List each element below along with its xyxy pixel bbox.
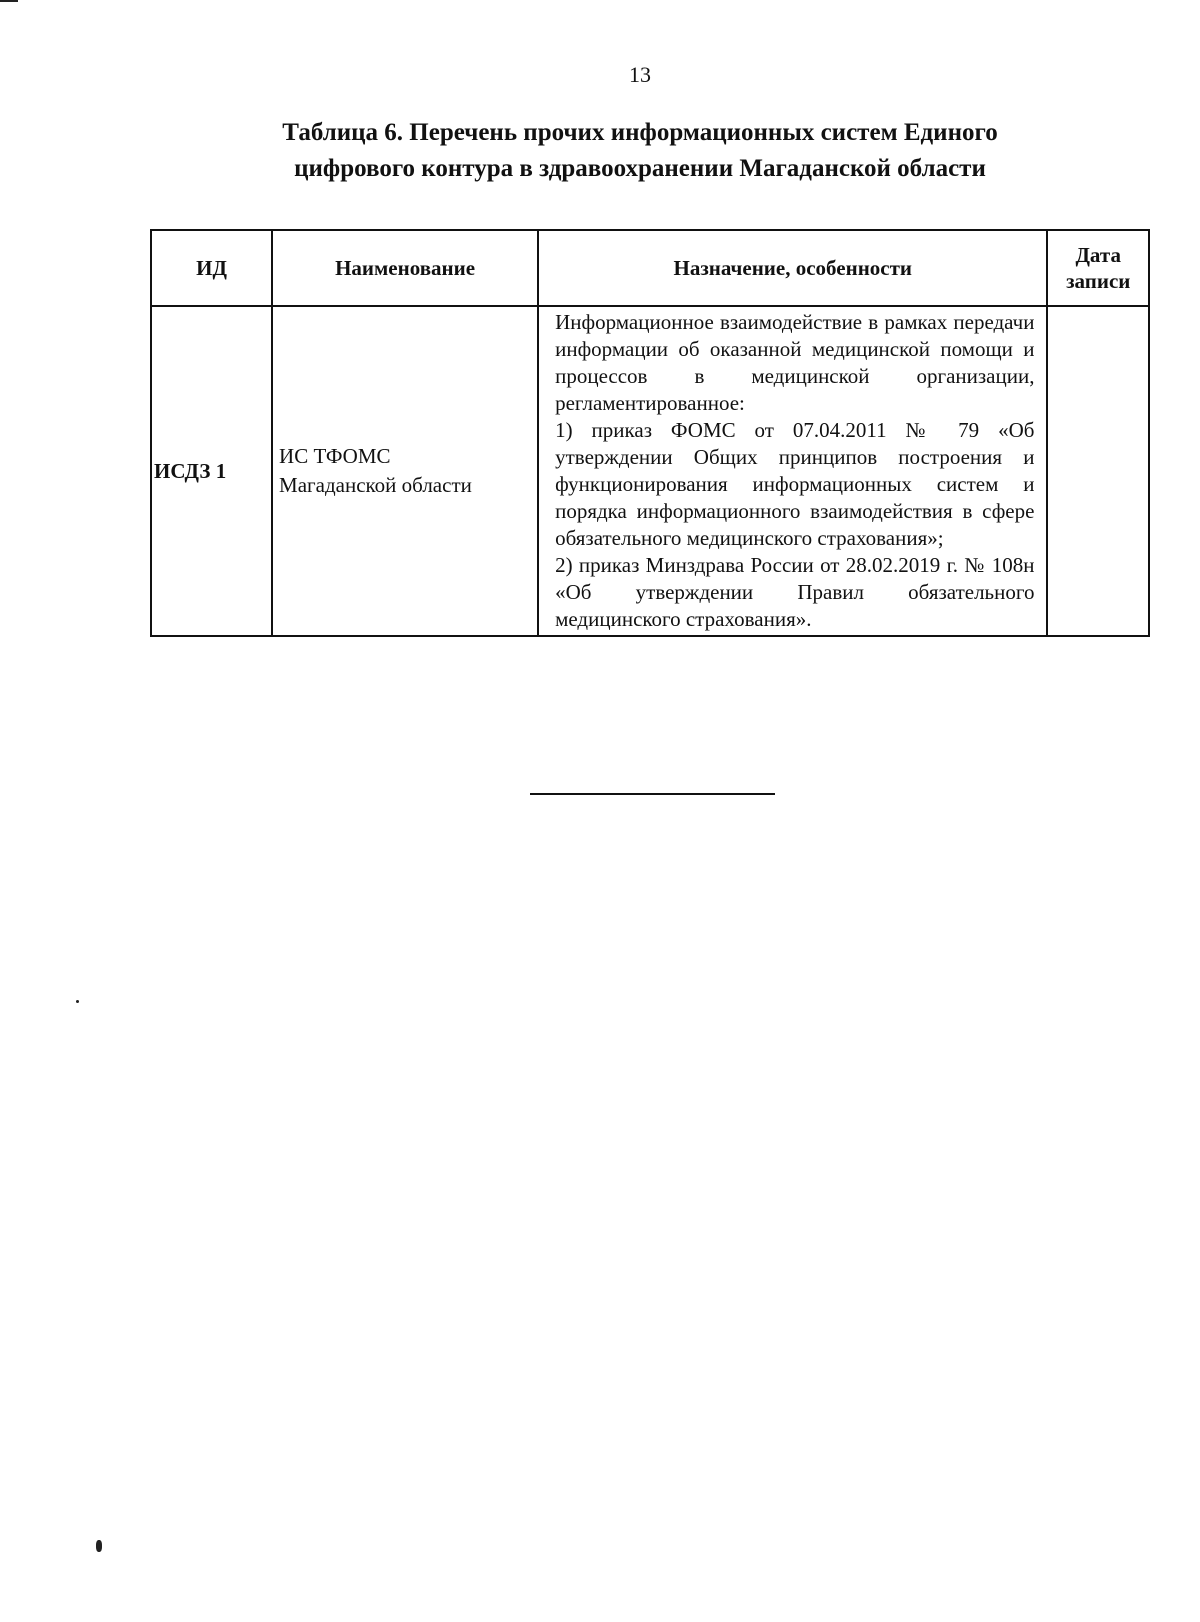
- cell-name: [272, 306, 538, 636]
- page-number: 13: [629, 62, 651, 87]
- table-title: [200, 115, 1080, 187]
- table-title-line-1: Таблица 6. Перечень прочих информационных систем Единого: [282, 119, 998, 146]
- header-purpose: Назначение, особенности: [538, 230, 1047, 306]
- purpose-item-1: 1) приказ ФОМС от 07.04.2011 № 79 «Об утверждении Общих принципов построения и функционирования информационных систем и порядка информационного взаимодействия в сфере обязательного медицинского страхования»;: [555, 418, 1035, 550]
- information-systems-table: [150, 229, 1150, 637]
- table-title-line-2: цифрового контура в здравоохранении Магаданской области: [294, 155, 986, 182]
- header-id: ИД: [151, 230, 272, 306]
- table-header-row: [151, 230, 1149, 306]
- cell-id: ИСДЗ 1: [151, 306, 272, 636]
- header-date-line-2: записи: [1066, 269, 1131, 293]
- header-name: Наименование: [272, 230, 538, 306]
- purpose-intro: Информационное взаимодействие в рамках передачи информации об оказанной медицинской помощи и процессов в медицинской организации, регламентированное:: [555, 310, 1035, 415]
- scan-speck: [0, 0, 18, 2]
- cell-name-line-2: Магаданской области: [279, 473, 472, 497]
- table-row: [151, 306, 1149, 636]
- separator-line: [530, 793, 775, 795]
- purpose-item-2: 2) приказ Минздрава России от 28.02.2019 г. № 108н «Об утверждении Правил обязательного медицинского страхования».: [555, 553, 1035, 631]
- cell-date: [1047, 306, 1149, 636]
- cell-name-line-1: ИС ТФОМС: [279, 444, 391, 468]
- header-date: [1047, 230, 1149, 306]
- scan-speck: [96, 1540, 102, 1552]
- header-date-line-1: Дата: [1075, 243, 1121, 267]
- scan-speck: [76, 1000, 79, 1003]
- cell-purpose: [538, 306, 1047, 636]
